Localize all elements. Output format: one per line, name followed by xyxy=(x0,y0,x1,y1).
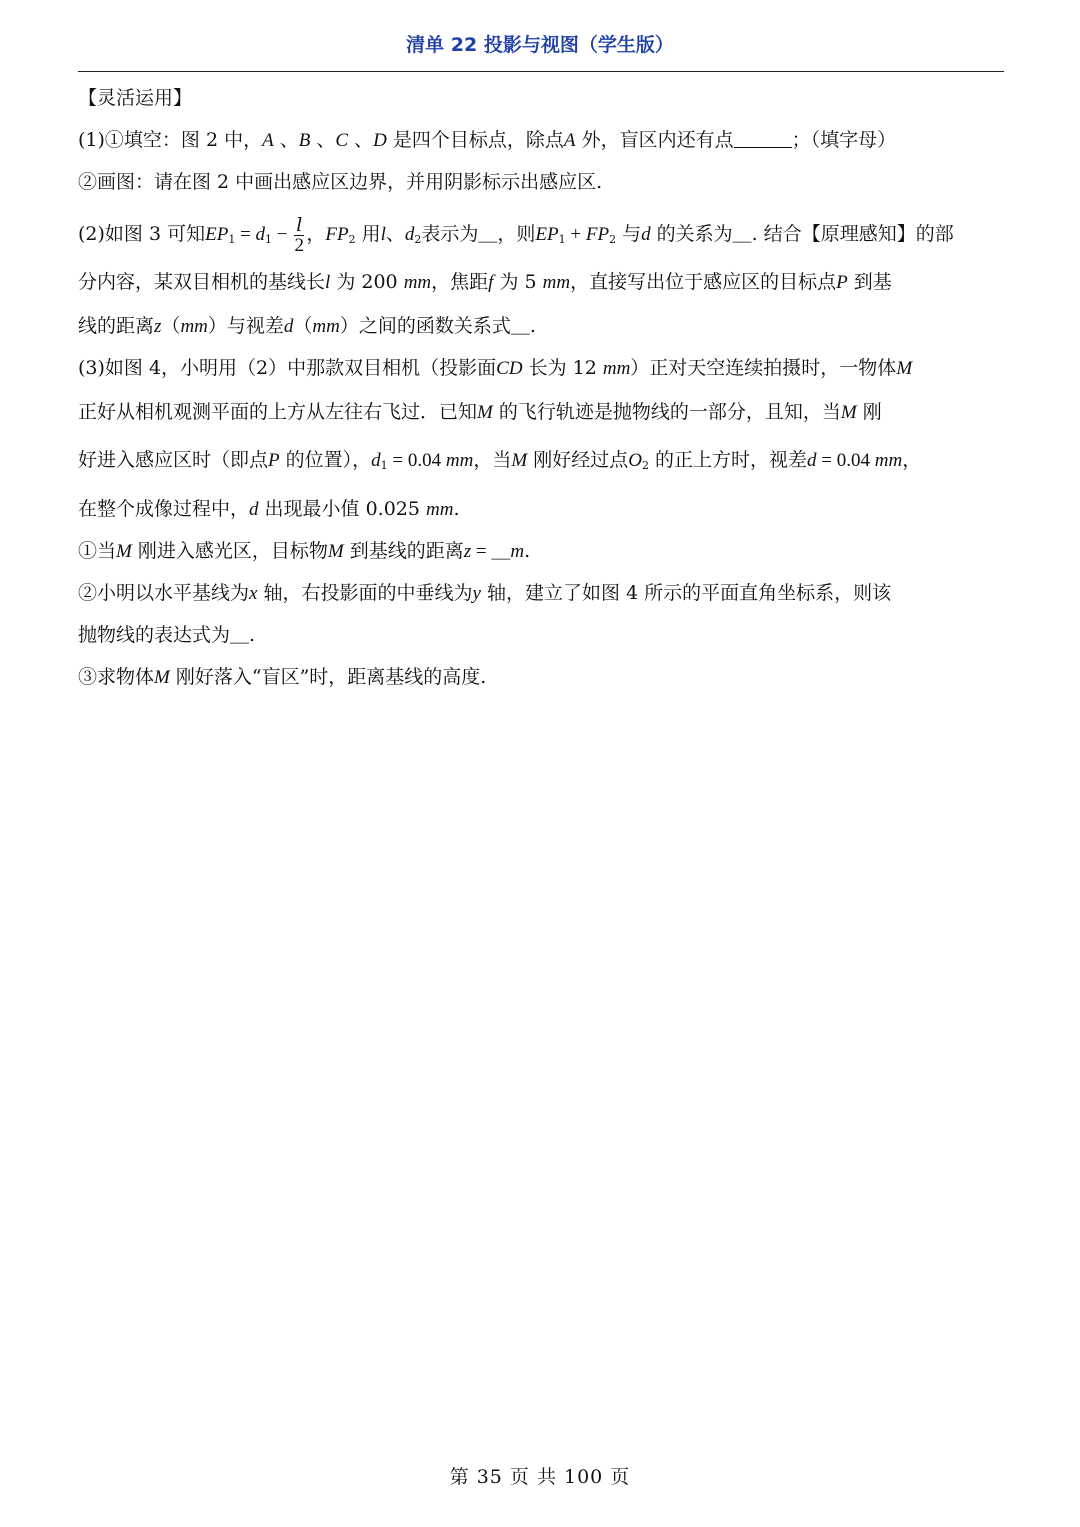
q3-subq1: ①当M 刚进入感光区，目标物M 到基线的距离z = ＿m. xyxy=(78,540,531,562)
q1-line2: ②画图：请在图 2 中画出感应区边界，并用阴影标示出感应区. xyxy=(78,171,603,193)
q2-line3: 线的距离z（mm）与视差d（mm）之间的函数关系式＿. xyxy=(78,315,536,337)
fraction-l-over-2: $\frac{l}{2}$ xyxy=(294,213,305,256)
q2-line2: 分内容，某双目相机的基线长l 为 200 mm，焦距f 为 5 mm，直接写出位于感应区的目标点P 到基 xyxy=(78,271,892,293)
q3-line2: 正好从相机观测平面的上方从左往右飞过．已知M 的飞行轨迹是抛物线的一部分，且知，当M 刚 xyxy=(78,401,882,423)
q3-line3: 好进入感应区时（即点P 的位置），$d_1 = 0.04$ mm，当M 刚好经过点$O_2$ 的正上方时，视差d = 0.04 mm， xyxy=(78,449,922,472)
page-header-title: 清单 22 投影与视图（学生版） xyxy=(406,34,674,56)
q1-line1: (1)①填空：图 2 中，A 、B 、C 、D 是四个目标点，除点A 外，盲区内还有点 ；（填字母） xyxy=(78,129,897,151)
page-footer: 第 35 页 共 100 页 xyxy=(449,1466,631,1488)
q3-subq2-line2: 抛物线的表达式为＿. xyxy=(78,624,256,646)
answer-blank xyxy=(734,129,792,148)
section-label: 【灵活运用】 xyxy=(78,87,193,109)
q3-line1: (3)如图 4，小明用（2）中那款双目相机（投影面CD 长为 12 mm）正对天空连续拍摄时，一物体M xyxy=(78,357,913,379)
header-divider xyxy=(78,71,1004,72)
q3-subq2: ②小明以水平基线为x 轴，右投影面的中垂线为y 轴，建立了如图 4 所示的平面直角坐标系，则该 xyxy=(78,582,892,604)
q2-line1: (2)如图 3 可知$EP_1 = d_1$ − $\frac{l}{2}$ ，$FP_2$ 用l、$d_2$表示为＿，则$EP_1 + FP_2$ 与d 的关系为＿. 结合【原理感知】的部 xyxy=(78,213,954,256)
q3-subq3: ③求物体M 刚好落入“盲区”时，距离基线的高度. xyxy=(78,666,487,688)
q3-line4: 在整个成像过程中，d 出现最小值 0.025 mm. xyxy=(78,498,460,520)
